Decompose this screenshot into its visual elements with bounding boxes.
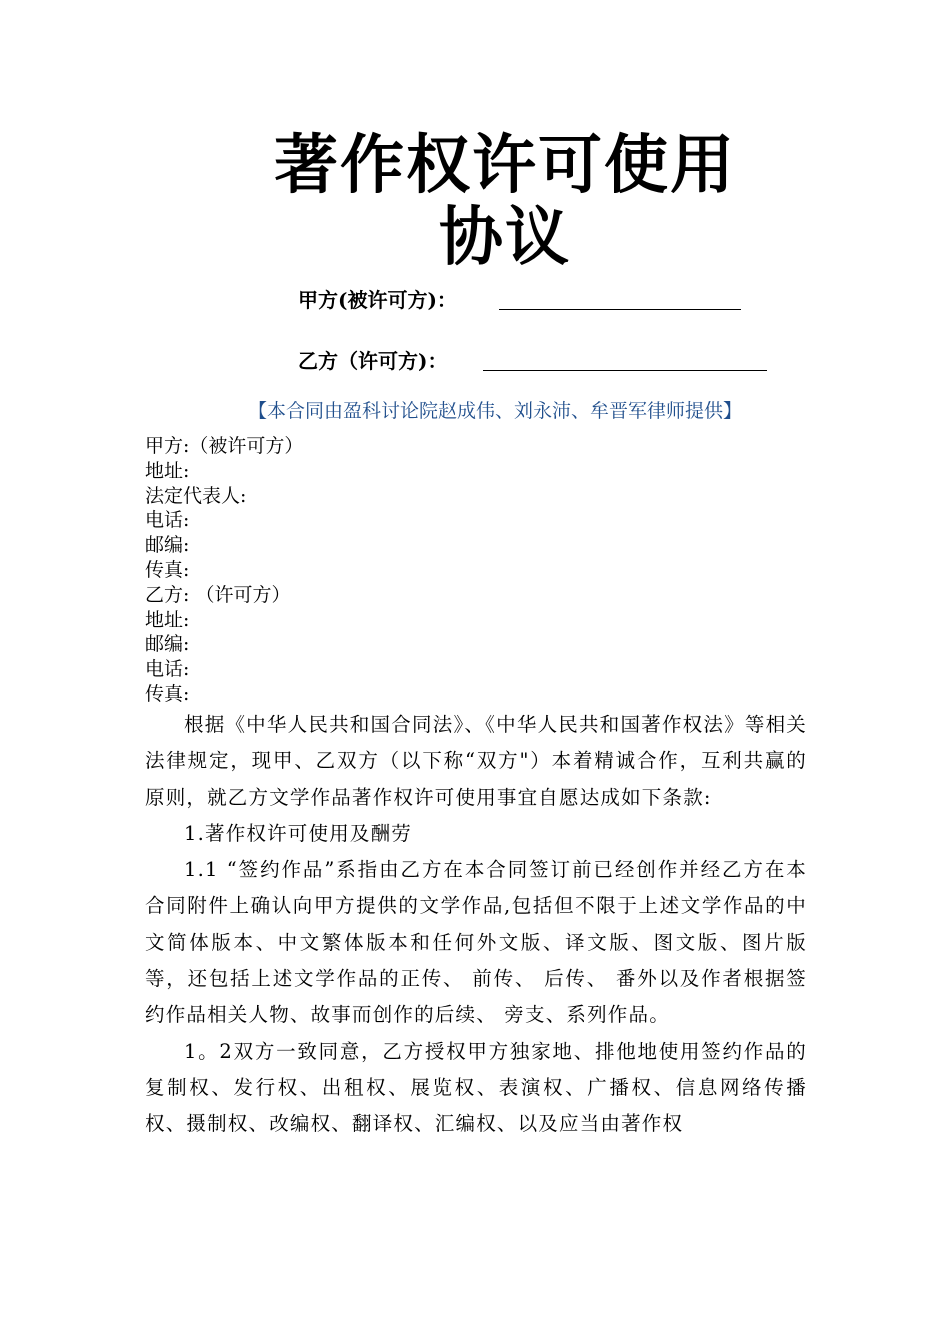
document-title-line-1: 著作权许可使用 [274, 128, 736, 203]
clause-1-2: 1。2双方一致同意，乙方授权甲方独家地、排他地使用签约作品的复制权、发行权、出租权、展览权、表演权、广播权、信息网络传播权、摄制权、改编权、翻译权、汇编权、以及应当由著作权 [145, 1039, 807, 1136]
section-heading: 1.著作权许可使用及酬劳 [184, 821, 413, 845]
intro-paragraph: 根据《中华人民共和国合同法》、《中华人民共和国著作权法》等相关法律规定，现甲、乙双方（以下称“双方"）本着精诚合作，互利共赢的原则，就乙方文学作品著作权许可使用事宜自愿达成如下条款: [145, 713, 807, 809]
info-line: 法定代表人: [145, 484, 247, 507]
document-title-line-2: 协议 [439, 200, 571, 275]
info-line: 甲方:（被许可方） [145, 435, 304, 457]
info-line: 电话: [145, 658, 190, 681]
info-line: 电话: [145, 509, 190, 532]
party-info-block [145, 434, 825, 707]
party-b-blank-line [483, 370, 767, 371]
agreement-body [145, 707, 807, 1143]
party-a-label: 甲方(被许可方)： [298, 288, 457, 312]
info-line: 传真: [145, 558, 190, 581]
info-line: 乙方: （许可方） [145, 583, 291, 606]
info-line: 邮编: [145, 633, 190, 656]
info-line: 传真: [145, 682, 190, 705]
clause-1-1: 1.1 “签约作品”系指由乙方在本合同签订前已经创作并经乙方在本合同附件上确认向甲方提供的文学作品,包括但不限于上述文学作品的中文简体版本、中文繁体版本和任何外文版、译文版、图文版、图片版等，还包括上述文学作品的正传、 前传、 后传、 番外以及作者根据签约作品相关人物、故事而创作的后续、 旁支、系列作品。 [145, 858, 807, 1027]
info-line: 邮编: [145, 534, 190, 557]
info-line: 地址: [145, 459, 190, 482]
provider-notice: 【本合同由盈科讨论院赵成伟、刘永沛、牟晋军律师提供】 [247, 400, 742, 422]
party-a-blank-line [499, 309, 741, 310]
party-b-label: 乙方（许可方)： [298, 349, 448, 373]
info-line: 地址: [145, 608, 190, 631]
